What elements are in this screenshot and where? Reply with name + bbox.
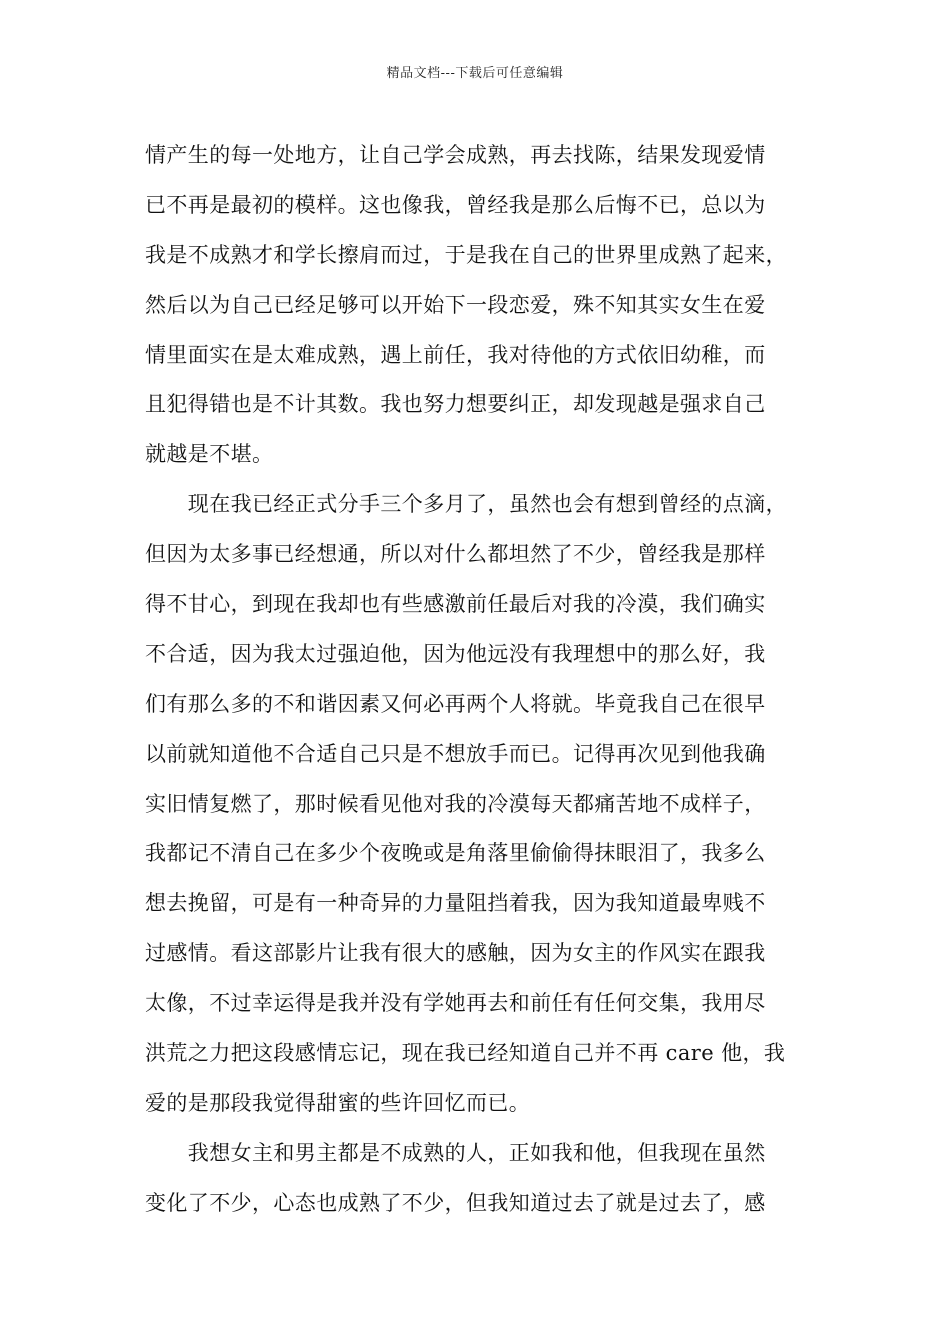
text-line: 以前就知道他不合适自己只是不想放手而已。记得再次见到他我确 — [145, 741, 766, 766]
text-line: 想去挽留，可是有一种奇异的力量阻挡着我，因为我知道最卑贱不 — [145, 891, 766, 916]
text-line: 爱的是那段我觉得甜蜜的些许回忆而已。 — [145, 1090, 531, 1115]
text-line: 然后以为自己已经足够可以开始下一段恋爱，殊不知其实女生在爱 — [145, 292, 766, 317]
text-line: 且犯得错也是不计其数。我也努力想要纠正，却发现越是强求自己 — [145, 392, 766, 417]
body-text — [145, 131, 825, 1229]
text-line: 不合适，因为我太过强迫他，因为他远没有我理想中的那么好，我 — [145, 641, 766, 666]
text-line: 我都记不清自己在多少个夜晚或是角落里偷偷得抹眼泪了，我多么 — [145, 841, 766, 866]
text-line: 变化了不少，心态也成熟了不少，但我知道过去了就是过去了，感 — [145, 1190, 766, 1215]
text-line: 情产生的每一处地方，让自己学会成熟，再去找陈，结果发现爱情 — [145, 143, 766, 167]
text-line: 们有那么多的不和谐因素又何必再两个人将就。毕竟我自己在很早 — [145, 691, 766, 716]
text-line: 洪荒之力把这段感情忘记，现在我已经知道自己并不再 care 他，我 — [145, 1041, 786, 1066]
text-line: 太像，不过幸运得是我并没有学她再去和前任有任何交集，我用尽 — [145, 991, 766, 1016]
text-line: 得不甘心，到现在我却也有些感激前任最后对我的冷漠，我们确实 — [145, 592, 766, 617]
text-line: 已不再是最初的模样。这也像我，曾经我是那么后悔不已，总以为 — [145, 192, 766, 217]
text-line: 我想女主和男主都是不成熟的人，正如我和他，但我现在虽然 — [145, 1140, 766, 1165]
page-header: 精品文档---下载后可任意编辑 — [386, 66, 564, 81]
text-line: 现在我已经正式分手三个多月了，虽然也会有想到曾经的点滴， — [145, 492, 787, 517]
text-line: 情里面实在是太难成熟，遇上前任，我对待他的方式依旧幼稚，而 — [145, 342, 766, 367]
text-line: 我是不成熟才和学长擦肩而过，于是我在自己的世界里成熟了起来， — [145, 242, 787, 267]
text-line: 实旧情复燃了，那时候看见他对我的冷漠每天都痛苦地不成样子， — [145, 791, 766, 816]
text-line: 就越是不堪。 — [145, 442, 274, 467]
text-line: 但因为太多事已经想通，所以对什么都坦然了不少，曾经我是那样 — [145, 542, 766, 567]
text-line: 过感情。看这部影片让我有很大的感触，因为女主的作风实在跟我 — [145, 941, 766, 966]
